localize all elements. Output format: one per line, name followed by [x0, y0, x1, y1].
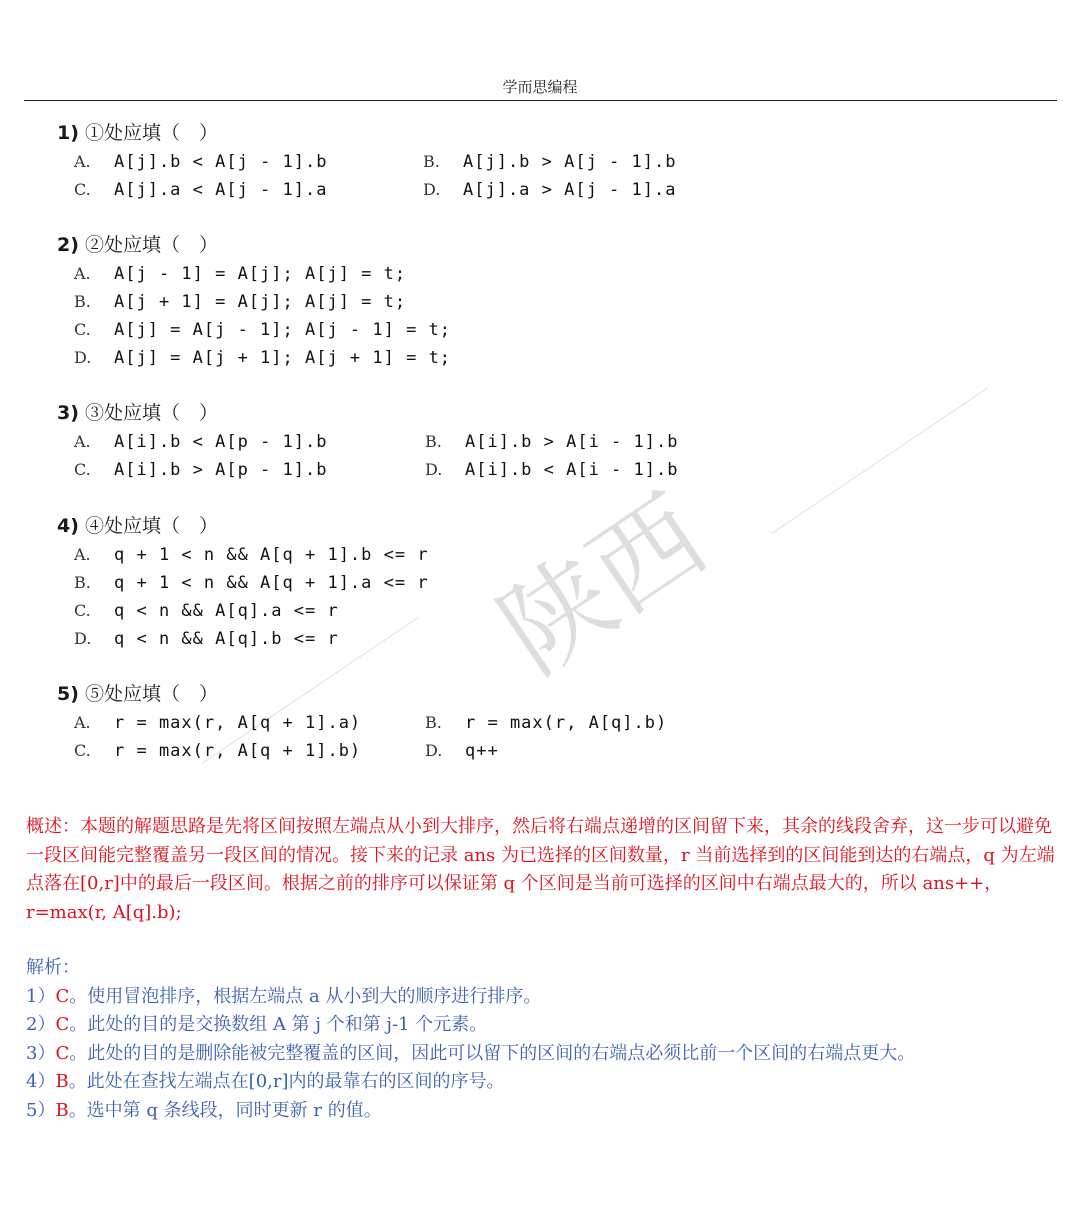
option-code: A[i].b > A[p - 1].b [114, 460, 328, 480]
option-code: A[j] = A[j - 1]; A[j - 1] = t; [114, 320, 452, 340]
option-letter: B. [423, 152, 440, 171]
analysis-item [26, 1097, 1056, 1126]
question-title [57, 400, 218, 428]
question-title [57, 232, 218, 260]
analysis-answer: C [55, 1014, 70, 1035]
option-code: A[j - 1] = A[j]; A[j] = t; [114, 264, 407, 284]
option-letter: A. [74, 432, 91, 451]
question-number: 2) [57, 234, 79, 256]
option-letter: C. [74, 460, 91, 479]
analysis-item-number: 2） [26, 1014, 56, 1035]
analysis-text: 。选中第 q 条线段，同时更新 r 的值。 [68, 1099, 382, 1121]
option-d [74, 344, 451, 372]
question-title [57, 120, 218, 148]
option-letter: B. [425, 713, 442, 732]
option-c [74, 456, 327, 484]
question-number: 3) [57, 402, 79, 424]
option-c [74, 597, 339, 625]
question-number: 1) [57, 122, 79, 144]
analysis-answer: B [55, 1071, 69, 1092]
option-letter: D. [425, 741, 443, 760]
question-2 [57, 232, 452, 372]
option-a [74, 260, 406, 288]
page-header-title: 学而思编程 [502, 78, 578, 96]
option-code: q < n && A[q].a <= r [114, 601, 339, 621]
option-c [74, 737, 361, 765]
watermark [479, 473, 729, 699]
question-text: ①处应填（ ） [84, 122, 218, 144]
option-letter: B. [74, 292, 91, 311]
option-code: q + 1 < n && A[q + 1].a <= r [114, 573, 429, 593]
option-letter: C. [74, 741, 91, 760]
question-title [57, 681, 218, 709]
option-b [74, 288, 406, 316]
option-code: A[j].b < A[j - 1].b [114, 152, 328, 172]
option-code: q++ [465, 741, 499, 761]
option-code: A[i].b < A[i - 1].b [465, 460, 679, 480]
analysis-text: 。此处在查找左端点在[0,r]内的最靠右的区间的序号。 [68, 1071, 505, 1092]
option-letter: C. [74, 601, 91, 620]
option-letter: D. [74, 348, 92, 367]
analysis-answer: C [55, 985, 70, 1007]
question-number: 5) [57, 683, 79, 705]
option-c [74, 176, 327, 204]
option-letter: B. [425, 432, 442, 451]
option-d [425, 456, 678, 484]
option-letter: C. [74, 320, 91, 339]
option-letter: A. [74, 713, 91, 732]
analysis-text: 。使用冒泡排序，根据左端点 a 从小到大的顺序进行排序。 [69, 985, 542, 1007]
option-code: A[i].b > A[i - 1].b [465, 432, 679, 452]
analysis-item-number: 5） [26, 1099, 56, 1121]
option-letter: D. [423, 180, 441, 199]
question-1 [57, 120, 677, 204]
question-text: ④处应填（ ） [84, 515, 218, 537]
question-text: ⑤处应填（ ） [84, 683, 218, 705]
option-code: r = max(r, A[q + 1].b) [114, 741, 362, 761]
question-text: ②处应填（ ） [84, 234, 218, 256]
question-title [57, 513, 218, 541]
watermark-text: 陕西 [479, 473, 729, 699]
option-code: A[j].a < A[j - 1].a [114, 180, 328, 200]
option-code: q + 1 < n && A[q + 1].b <= r [114, 545, 429, 565]
option-a [74, 709, 361, 737]
header-divider [24, 100, 1057, 101]
analysis-item [26, 1011, 1056, 1040]
analysis-item-number: 1） [26, 985, 56, 1007]
analysis-text: 。此处的目的是交换数组 A 第 j 个和第 j-1 个元素。 [69, 1014, 488, 1035]
summary-paragraph: 概述：本题的解题思路是先将区间按照左端点从小到大排序，然后将右端点递增的区间留下来，其余的线段舍弃，这一步可以避免一段区间能完整覆盖另一段区间的情况。接下来的记录 ans 为已选择的区间数量，r 当前选择到的区间能到达的右端点，q 为左端点落在[0,r]中的最后一段区间。根据之前的排序可以保证第 q 个区间是当前可选择的区间中右端点最大的，所以 ans++，r=max(r, A[q].b); [26, 816, 1055, 923]
option-d [423, 176, 676, 204]
option-d [74, 625, 339, 653]
analysis-section [26, 954, 1056, 1125]
analysis-item-number: 3） [26, 1042, 56, 1064]
option-letter: C. [74, 180, 91, 199]
option-code: r = max(r, A[q].b) [465, 713, 668, 733]
analysis-item-number: 4） [26, 1071, 56, 1092]
option-d [425, 737, 499, 765]
option-letter: A. [74, 545, 91, 564]
option-code: A[j].a > A[j - 1].a [463, 180, 677, 200]
question-4 [57, 513, 429, 653]
question-text: ③处应填（ ） [84, 402, 218, 424]
option-b [425, 709, 667, 737]
analysis-answer: C [55, 1042, 70, 1064]
option-a [74, 428, 327, 456]
analysis-answer: B [55, 1099, 69, 1121]
question-5 [57, 681, 668, 765]
analysis-item [26, 1068, 1056, 1097]
option-letter: D. [425, 460, 443, 479]
analysis-heading: 解析： [26, 957, 80, 978]
option-b [423, 148, 676, 176]
option-code: A[j + 1] = A[j]; A[j] = t; [114, 292, 407, 312]
analysis-text: 。此处的目的是删除能被完整覆盖的区间，因此可以留下的区间的右端点必须比前一个区间的右端点更大。 [69, 1042, 916, 1064]
option-letter: D. [74, 629, 92, 648]
option-letter: B. [74, 573, 91, 592]
question-number: 4) [57, 515, 79, 537]
option-letter: A. [74, 264, 91, 283]
option-a [74, 148, 327, 176]
option-letter: A. [74, 152, 91, 171]
question-3 [57, 400, 679, 484]
option-code: A[i].b < A[p - 1].b [114, 432, 328, 452]
option-b [74, 569, 429, 597]
analysis-item [26, 983, 1056, 1012]
option-code: r = max(r, A[q + 1].a) [114, 713, 362, 733]
analysis-item [26, 1040, 1056, 1069]
option-code: A[j].b > A[j - 1].b [463, 152, 677, 172]
option-b [425, 428, 678, 456]
option-code: A[j] = A[j + 1]; A[j + 1] = t; [114, 348, 452, 368]
option-code: q < n && A[q].b <= r [114, 629, 339, 649]
option-c [74, 316, 451, 344]
watermark-line [772, 387, 988, 533]
option-a [74, 541, 429, 569]
